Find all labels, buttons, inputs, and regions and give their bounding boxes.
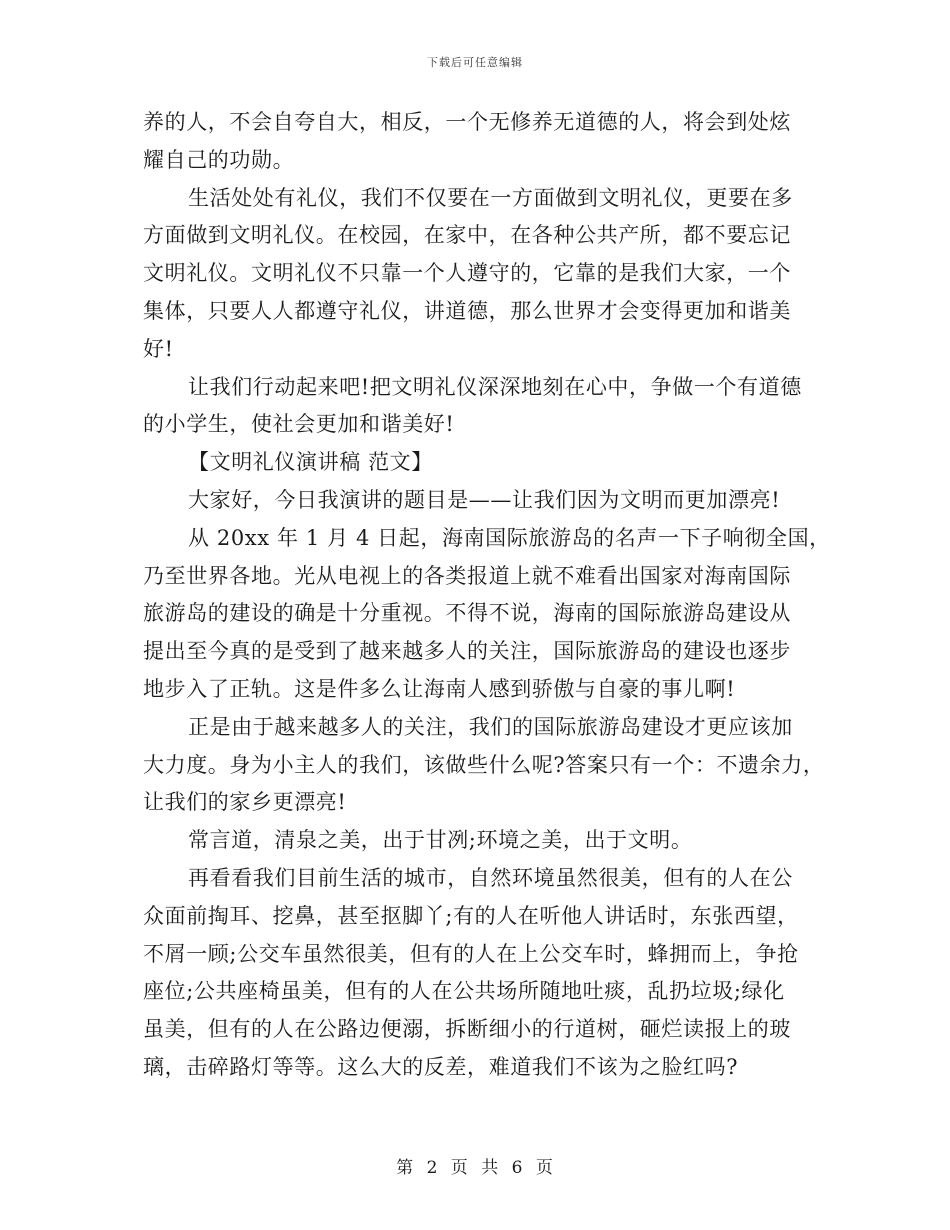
text-line: 耀自己的功勋。 [143,147,295,172]
text-line: 【文明礼仪演讲稿 范文】 [188,450,433,475]
text-line: 大力度。身为小主人的我们，该做些什么呢?答案只有一个：不遗余力， [143,752,825,777]
text-line: 生活处处有礼仪，我们不仅要在一方面做到文明礼仪，更要在多 [188,185,793,210]
document-body [143,104,831,1087]
text-line: 璃，击碎路灯等等。这么大的反差，难道我们不该为之脸红吗? [143,1054,739,1079]
text-line: 乃至世界各地。光从电视上的各类报道上就不难看出国家对海南国际 [143,563,791,588]
text-line: 地步入了正轨。这是件多么让海南人感到骄傲与自豪的事儿啊! [143,676,736,701]
text-line: 让我们行动起来吧!把文明礼仪深深地刻在心中，争做一个有道德 [188,374,802,399]
text-line: 方面做到文明礼仪。在校园，在家中，在各种公共产所，都不要忘记 [143,223,791,248]
text-line: 座位;公共座椅虽美，但有的人在公共场所随地吐痰，乱扔垃圾;绿化 [143,979,785,1004]
text-line: 从 20xx 年 1 月 4 日起，海南国际旅游岛的名声一下子响彻全国， [188,525,831,550]
text-line: 让我们的家乡更漂亮! [143,790,347,815]
text-line: 不屑一顾;公交车虽然很美，但有的人在上公交车时，蜂拥而上，争抢 [143,941,799,966]
page-number-footer: 第 2 页 共 6 页 [396,1158,554,1178]
text-line: 集体，只要人人都遵守礼仪，讲道德，那么世界才会变得更加和谐美 [143,298,791,323]
text-line: 虽美，但有的人在公路边便溺，拆断细小的行道树，砸烂读报上的玻 [143,1017,791,1042]
text-line: 众面前掏耳、挖鼻，甚至抠脚丫;有的人在听他人讲话时，东张西望， [143,903,799,928]
text-line: 提出至今真的是受到了越来越多人的关注，国际旅游岛的建设也逐步 [143,639,791,664]
page-header-note: 下载后可任意编辑 [427,56,523,69]
text-line: 大家好，今日我演讲的题目是——让我们因为文明而更加漂亮! [188,487,781,512]
text-line: 的小学生，使社会更加和谐美好! [143,412,455,437]
text-line: 旅游岛的建设的确是十分重视。不得不说，海南的国际旅游岛建设从 [143,601,791,626]
text-line: 文明礼仪。文明礼仪不只靠一个人遵守的，它靠的是我们大家，一个 [143,261,791,286]
text-line: 正是由于越来越多人的关注，我们的国际旅游岛建设才更应该加 [188,714,793,739]
text-line: 常言道，清泉之美，出于甘冽;环境之美，出于文明。 [188,828,693,853]
text-line: 再看看我们目前生活的城市，自然环境虽然很美，但有的人在公 [188,865,793,890]
text-line: 好! [143,336,174,361]
text-line: 养的人，不会自夸自大，相反，一个无修养无道德的人，将会到处炫 [143,110,791,134]
